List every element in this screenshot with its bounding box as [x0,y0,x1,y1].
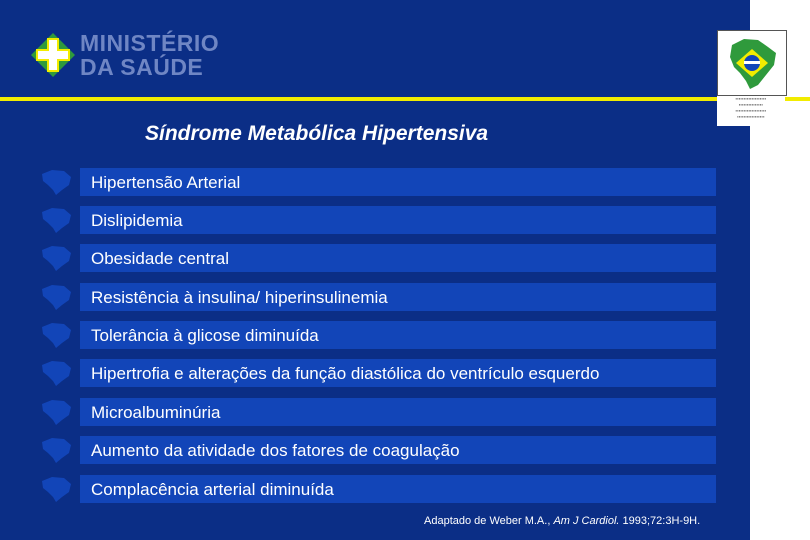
logo-line-2: DA SAÚDE [80,54,204,80]
citation-footnote [424,515,700,527]
brazil-bullet-icon [38,321,74,349]
item-label: Hipertensão Arterial [91,173,241,192]
item-label: Hipertrofia e alterações da função diastólica do ventrículo esquerdo [91,364,600,383]
brazil-bullet-icon [38,168,74,196]
brazil-bullet-icon [38,244,74,272]
item-label: Dislipidemia [91,211,183,230]
brazil-bullet-icon [38,475,74,503]
list-item [38,168,716,196]
item-label: Aumento da atividade dos fatores de coagulação [91,441,460,460]
ministry-logo-text [80,31,219,79]
item-label: Tolerância à glicose diminuída [91,326,319,345]
brazil-bullet-icon [38,436,74,464]
logo-line-1: MINISTÉRIO [80,30,220,56]
brazil-map-icon [718,31,786,95]
item-label: Complacência arterial diminuída [91,480,334,499]
ministry-cross-logo-icon [30,32,76,78]
list-item [38,475,716,503]
list-item [38,398,716,426]
slide-title: Síndrome Metabólica Hipertensiva [145,122,489,145]
item-label: Obesidade central [91,249,229,268]
brazil-bullet-icon [38,206,74,234]
brazil-bullet-icon [38,283,74,311]
emblem-caption-graphic: ▪▪▪▪▪▪▪▪▪▪▪▪▪▪▪▪▪▪▪ ▪▪▪▪▪▪▪▪▪▪▪▪▪▪▪ ▪▪▪▪▪▪▪▪▪▪▪▪▪▪▪▪▪▪▪ ▪▪▪▪▪▪▪▪▪▪▪▪▪▪▪▪▪ [717,96,785,126]
citation-prefix: Adaptado de Weber M.A., [424,515,554,527]
citation-suffix: 1993;72:3H-9H. [619,515,701,527]
list-item [38,321,716,349]
list-item [38,436,716,464]
brazil-bullet-icon [38,398,74,426]
list-item [38,359,716,387]
brazil-bullet-icon [38,359,74,387]
list-item [38,244,716,272]
list-item [38,283,716,311]
list-item [38,206,716,234]
header-accent-line [0,97,810,101]
item-label: Resistência à insulina/ hiperinsulinemia [91,288,388,307]
item-label: Microalbuminúria [91,403,221,422]
brazil-map-emblem [717,30,787,96]
citation-journal: Am J Cardiol. [553,515,620,527]
